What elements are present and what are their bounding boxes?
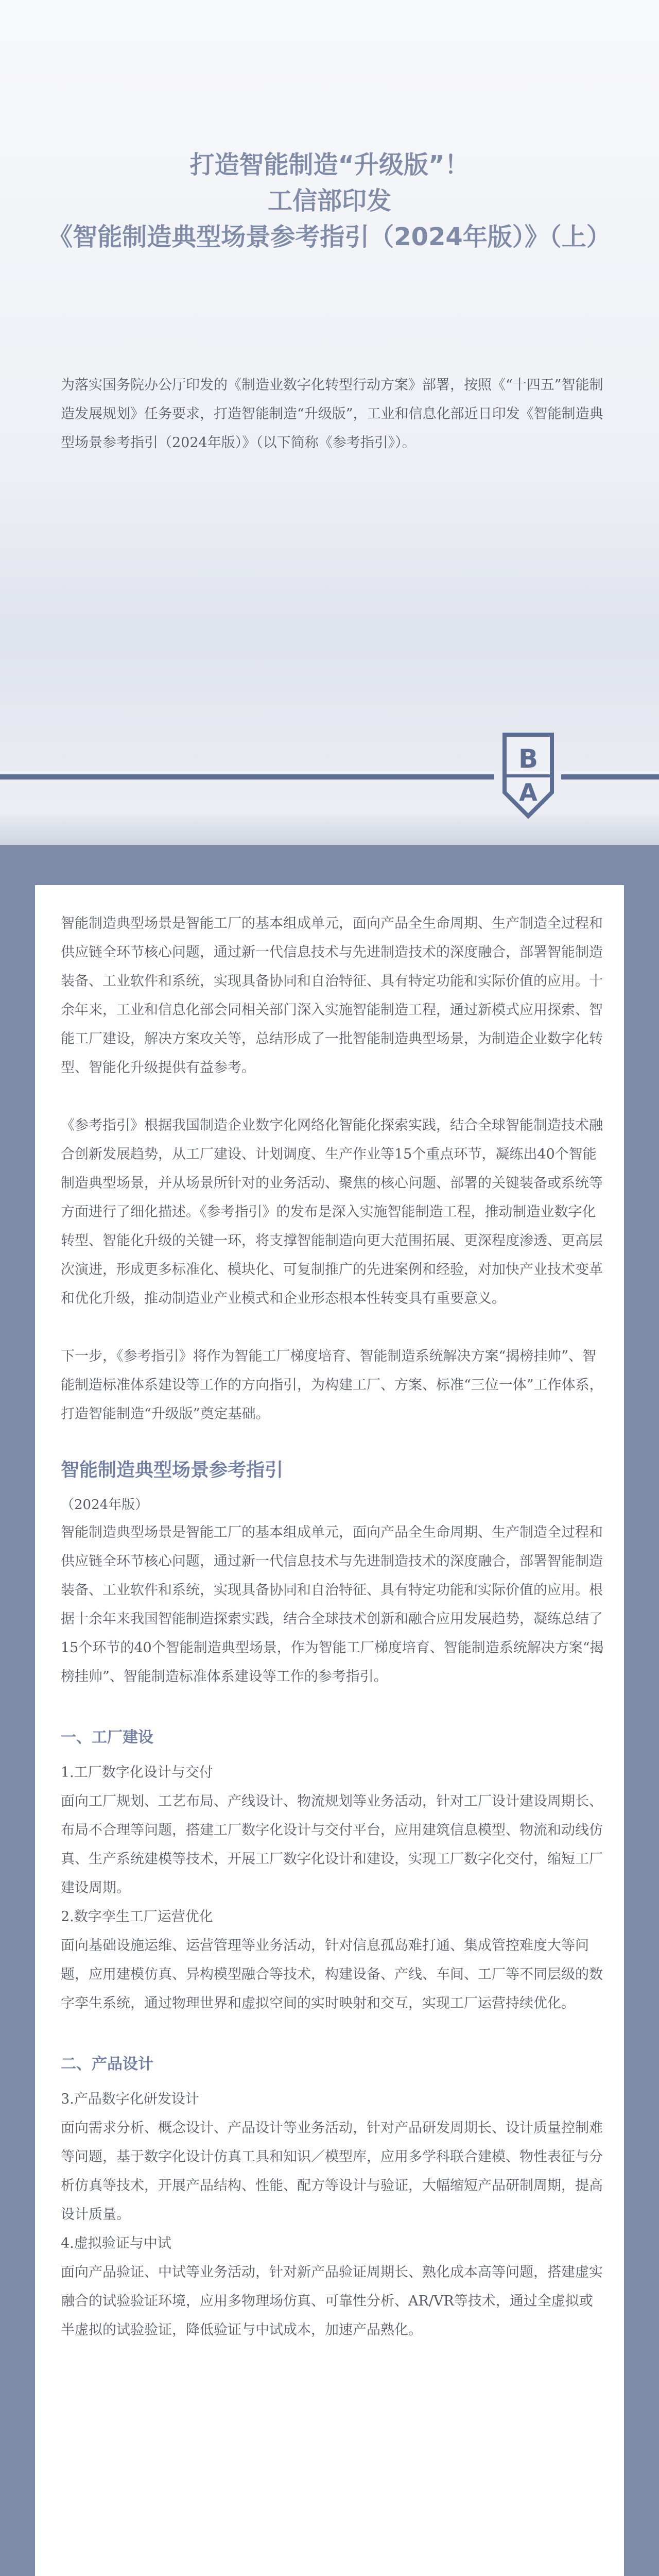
emblem-logo	[500, 732, 556, 819]
guide-edition: （2024年版）	[61, 1497, 149, 1513]
item-text-4: 面向产品验证、中试等业务活动，针对新产品验证周期长、熟化成本高等问题，搭建虚实融合的试验验证环境，应用多物理场仿真、可靠性分析、AR/VR等技术，通过全虚拟或半虚拟的试验验证，降低验证与中试成本，加速产品熟化。	[61, 2264, 603, 2338]
article-content	[61, 909, 604, 2345]
item-title-4: 4.虚拟验证与中试	[61, 2235, 171, 2251]
guide-overview: 智能制造典型场景是智能工厂的基本组成单元，面向产品全生命周期、生产制造全过程和供应链全环节核心问题，通过新一代信息技术与先进制造技术的深度融合，部署智能制造装备、工业软件和系统，实现具备协同和自治特征、具有特定功能和实际价值的应用。根据十余年来我国智能制造探索实践，结合全球技术创新和融合应用发展趋势，凝练总结了15个环节的40个智能制造典型场景，作为智能工厂梯度培育、智能制造系统解决方案“揭榜挂帅”、智能制造标准体系建设等工作的参考指引。	[61, 1524, 604, 1685]
emblem-top-letter: B	[518, 744, 539, 774]
title-line-2: 工信部印发	[267, 187, 391, 215]
guide-title: 智能制造典型场景参考指引	[61, 1460, 284, 1481]
section-heading-factory: 一、工厂建设	[61, 1728, 153, 1747]
paragraph-2: 《参考指引》根据我国制造企业数字化网络化智能化探索实践，结合全球智能制造技术融合创新发展趋势，从工厂建设、计划调度、生产作业等15个重点环节，凝练出40个智能制造典型场景，并从场景所针对的业务活动、聚焦的核心问题、部署的关键装备或系统等方面进行了细化描述。《参考指引》的发布是深入实施智能制造工程，推动制造业数字化转型、智能化升级的关键一环，将支撑智能制造向更大范围拓展、更深程度渗透、更高层次演进，形成更多标准化、模块化、可复制推广的先进案例和经验，对加快产业技术变革和优化升级，推动制造业产业模式和企业形态根本性转变具有重要意义。	[61, 1117, 603, 1307]
paragraph-1: 智能制造典型场景是智能工厂的基本组成单元，面向产品全生命周期、生产制造全过程和供应链全环节核心问题，通过新一代信息技术与先进制造技术的深度融合，部署智能制造装备、工业软件和系统，实现具备协同和自治特征、具有特定功能和实际价值的应用。十余年来，工业和信息化部会同相关部门深入实施智能制造工程，通过新模式应用探索、智能工厂建设，解决方案攻关等，总结形成了一批智能制造典型场景，为制造企业数字化转型、智能化升级提供有益参考。	[61, 916, 603, 1076]
item-title-3: 3.产品数字化研发设计	[61, 2091, 199, 2107]
intro-paragraph: 为落实国务院办公厅印发的《制造业数字化转型行动方案》部署，按照《“十四五”智能制造发展规划》任务要求，打造智能制造“升级版”，工业和信息化部近日印发《智能制造典型场景参考指引（2024年版）》（以下简称《参考指引》）。	[61, 377, 603, 451]
page-title	[0, 147, 659, 255]
item-text-1: 面向工厂规划、工艺布局、产线设计、物流规划等业务活动，针对工厂设计建设周期长、布局不合理等问题，搭建工厂数字化设计与交付平台，应用建筑信息模型、物流和动线仿真、生产系统建模等技术，开展工厂数字化设计和建设，实现工厂数字化交付，缩短工厂建设周期。	[61, 1793, 603, 1896]
title-line-3: 《智能制造典型场景参考指引（2024年版）》（上）	[48, 223, 611, 251]
divider-left	[0, 774, 494, 779]
hero-bottom-shade	[0, 814, 659, 845]
emblem-bottom-letter: A	[519, 778, 537, 806]
item-text-3: 面向需求分析、概念设计、产品设计等业务活动，针对产品研发周期长、设计质量控制难等问题，基于数字化设计仿真工具和知识／模型库，应用多学科联合建模、物性表征与分析仿真等技术，开展产品结构、性能、配方等设计与验证，大幅缩短产品研制周期，提高设计质量。	[61, 2120, 603, 2223]
item-title-1: 1.工厂数字化设计与交付	[61, 1765, 213, 1781]
paragraph-3: 下一步，《参考指引》将作为智能工厂梯度培育、智能制造系统解决方案“揭榜挂帅”、智能制造标准体系建设等工作的方向指引，为构建工厂、方案、标准“三位一体”工作体系，打造智能制造“升级版”奠定基础。	[61, 1348, 603, 1422]
title-line-1: 打造智能制造“升级版”！	[189, 150, 470, 179]
section-heading-product: 二、产品设计	[61, 2055, 153, 2073]
item-text-2: 面向基础设施运维、运营管理等业务活动，针对信息孤岛难打通、集成管控难度大等问题，应用建模仿真、异构模型融合等技术，构建设备、产线、车间、工厂等不同层级的数字孪生系统，通过物理世界和虚拟空间的实时映射和交互，实现工厂运营持续优化。	[61, 1938, 603, 2011]
divider-right	[561, 774, 659, 779]
item-title-2: 2.数字孪生工厂运营优化	[61, 1909, 213, 1925]
